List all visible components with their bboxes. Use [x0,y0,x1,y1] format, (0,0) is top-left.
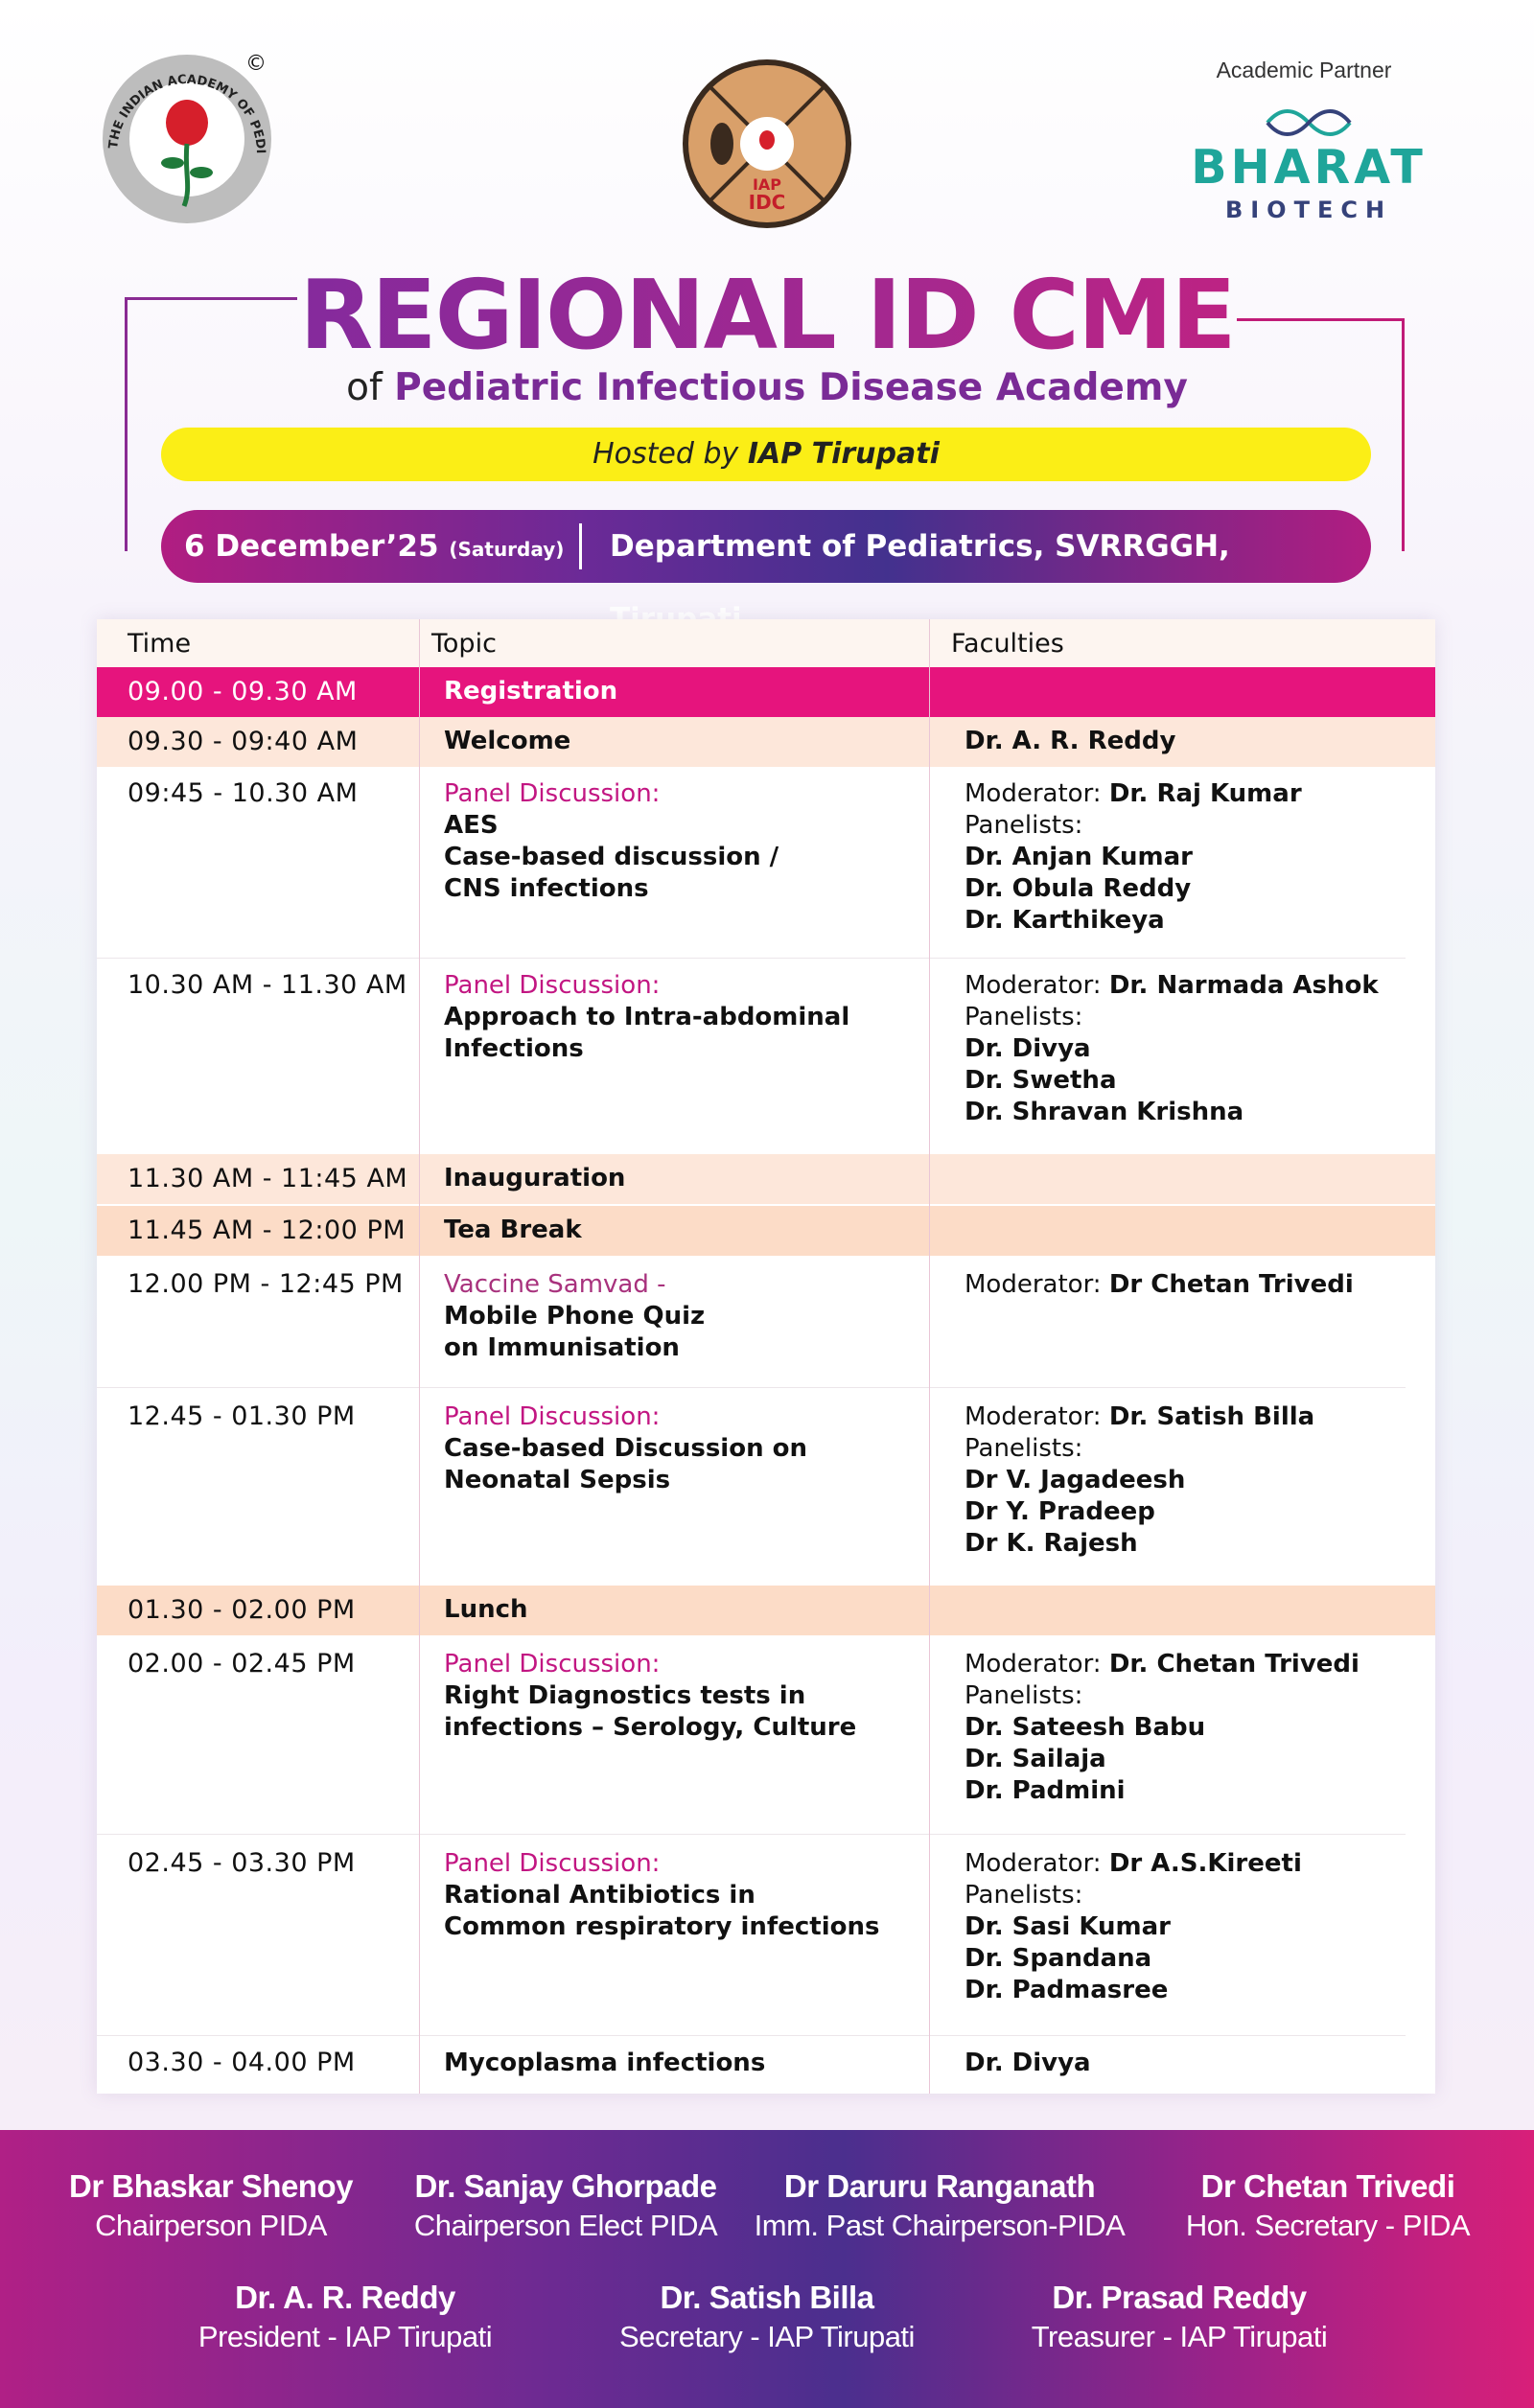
subtitle-prefix: of [346,366,383,409]
iap-idc-logo [679,56,855,232]
panelist: Dr Y. Pradeep [965,1497,1155,1526]
topic-line: Case-based discussion / [444,843,779,871]
organiser-name: Dr Chetan Trivedi [1200,2168,1455,2204]
panelist: Dr. Sasi Kumar [965,1912,1171,1941]
organiser-card [163,2280,527,2354]
row-faculty [965,970,1425,1128]
moderator-label: Moderator: [965,1402,1102,1431]
day-text: (Saturday) [449,538,565,561]
topic-kind: Panel Discussion: [444,971,661,1000]
organisers-footer [0,2130,1534,2408]
organiser-name: Dr. Sanjay Ghorpade [414,2168,717,2204]
row-time: 09:45 - 10.30 AM [128,778,359,808]
panelist: Dr V. Jagadeesh [965,1466,1186,1494]
topic-kind: Vaccine Samvad - [444,1270,666,1299]
panelists-label: Panelists: [965,1003,1083,1031]
date-venue-banner [161,510,1371,583]
panelist: Dr. Obula Reddy [965,874,1192,903]
row-topic: Welcome [444,727,571,755]
table-row [97,1256,1435,1388]
row-time: 02.00 - 02.45 PM [128,1649,356,1679]
panelist: Dr. Spandana [965,1944,1152,1973]
moderator-name: Dr. Narmada Ashok [1108,971,1379,1000]
topic-line: Rational Antibiotics in [444,1881,755,1910]
header-time: Time [128,629,192,659]
organiser-role: Chairperson Elect PIDA [413,2209,718,2242]
table-row [97,1206,1435,1256]
table-row [97,2036,1435,2094]
hosted-name: IAP Tirupati [747,437,940,471]
row-topic: Inauguration [444,1164,626,1192]
moderator-label: Moderator: [965,1270,1102,1299]
organiser-name: Dr Bhaskar Shenoy [69,2168,353,2204]
header-topic: Topic [431,629,497,659]
organiser-card [384,2168,748,2243]
row-topic [444,778,923,905]
hosted-by-banner [161,428,1371,481]
row-topic: Mycoplasma infections [444,2049,766,2077]
panelists-label: Panelists: [965,1881,1083,1910]
row-time: 01.30 - 02.00 PM [128,1595,356,1625]
topic-kind: Panel Discussion: [444,1650,661,1679]
panelists-label: Panelists: [965,1434,1083,1463]
column-divider [419,619,420,2094]
topic-line: Right Diagnostics tests in [444,1681,806,1710]
panelists-label: Panelists: [965,1681,1083,1710]
row-faculty [965,1401,1425,1560]
panelist: Dr. Sateesh Babu [965,1713,1206,1742]
table-row [97,1154,1435,1204]
panelist: Dr. Shravan Krishna [965,1098,1244,1126]
organiser-name: Dr. Prasad Reddy [1052,2280,1307,2315]
topic-line: Approach to Intra-abdominal [444,1003,850,1031]
table-row [97,1388,1435,1586]
moderator-label: Moderator: [965,1849,1102,1878]
row-faculty [965,1269,1425,1301]
header-faculties: Faculties [951,629,1064,659]
row-topic [444,1649,923,1744]
row-time: 03.30 - 04.00 PM [128,2048,356,2077]
event-date [184,510,564,583]
organiser-role: Imm. Past Chairperson-PIDA [754,2209,1126,2242]
partner-subname: BIOTECH [1224,197,1393,223]
panelist: Dr. Padmini [965,1776,1126,1805]
row-faculty: Dr. Divya [965,2049,1091,2077]
date-text: 6 December’25 [184,529,439,564]
table-header [97,619,1435,667]
organiser-card [997,2280,1361,2354]
table-row [97,1835,1435,2036]
academic-partner-label: Academic Partner [1216,58,1392,82]
event-title: REGIONAL ID CME [0,259,1534,371]
topic-line: infections – Serology, Culture [444,1713,857,1742]
table-row [97,1586,1435,1635]
moderator-name: Dr. Raj Kumar [1108,779,1302,808]
organiser-card [738,2168,1141,2243]
moderator-label: Moderator: [965,1650,1102,1679]
row-faculty [965,778,1425,937]
organiser-name: Dr. Satish Billa [660,2280,874,2315]
moderator-label: Moderator: [965,779,1102,808]
date-venue-divider [579,523,582,569]
subtitle-highlight: Pediatric Infectious Disease Academy [394,366,1188,409]
row-time: 12.45 - 01.30 PM [128,1401,356,1431]
panelist: Dr. Karthikeya [965,906,1165,935]
hosted-prefix: Hosted by [593,437,739,471]
row-time: 10.30 AM - 11.30 AM [128,970,407,1000]
panelists-label: Panelists: [965,811,1083,840]
topic-line: Neonatal Sepsis [444,1466,671,1494]
table-row [97,767,1435,959]
organiser-name: Dr Daruru Ranganath [783,2168,1096,2204]
organiser-card [1141,2168,1515,2243]
row-topic: Registration [444,677,618,706]
row-topic: Lunch [444,1595,528,1624]
organiser-name: Dr. A. R. Reddy [235,2280,455,2315]
topic-kind: Panel Discussion: [444,779,661,808]
panelist: Dr. Sailaja [965,1745,1106,1773]
panelist: Dr. Anjan Kumar [965,843,1193,871]
row-time: 09.00 - 09.30 AM [128,677,358,706]
svg-text:IDC: IDC [748,191,786,214]
topic-line: Infections [444,1034,584,1063]
row-topic [444,1848,923,1943]
panelist: Dr K. Rajesh [965,1529,1138,1558]
moderator-name: Dr Chetan Trivedi [1108,1270,1354,1299]
column-divider [929,619,930,2094]
svg-text:THE INDIAN ACADEMY OF PEDIATRI: THE INDIAN ACADEMY OF PEDI [106,72,268,154]
panelist: Dr. Swetha [965,1066,1117,1095]
row-faculty [965,1848,1425,2006]
moderator-name: Dr. Chetan Trivedi [1108,1650,1360,1679]
topic-line: Mobile Phone Quiz [444,1302,706,1331]
bharat-biotech-mark-icon [1266,105,1352,140]
topic-line: AES [444,811,499,840]
topic-line: Common respiratory infections [444,1912,880,1941]
table-row [97,1635,1435,1835]
schedule-table [97,619,1435,2094]
table-row [97,667,1435,717]
organiser-card [585,2280,949,2354]
row-topic [444,970,923,1065]
row-time: 11.45 AM - 12:00 PM [128,1216,407,1245]
moderator-name: Dr A.S.Kireeti [1108,1849,1302,1878]
topic-line: on Immunisation [444,1333,680,1362]
panelist: Dr. Divya [965,1034,1091,1063]
organiser-card [29,2168,393,2243]
row-time: 09.30 - 09:40 AM [128,727,359,756]
organiser-role: Hon. Secretary - PIDA [1185,2209,1471,2242]
organiser-role: President - IAP Tirupati [198,2320,493,2353]
row-faculty [965,1649,1425,1807]
organiser-role: Treasurer - IAP Tirupati [1031,2320,1328,2353]
topic-kind: Panel Discussion: [444,1849,661,1878]
table-row [97,959,1435,1154]
organiser-role: Chairperson PIDA [95,2209,327,2242]
row-time: 02.45 - 03.30 PM [128,1848,356,1878]
row-topic: Tea Break [444,1216,582,1244]
event-subtitle [0,366,1534,409]
row-time: 12.00 PM - 12:45 PM [128,1269,404,1299]
topic-line: Case-based Discussion on [444,1434,808,1463]
row-faculty: Dr. A. R. Reddy [965,727,1176,755]
event-venue: Department of Pediatrics, SVRRGGH, [610,529,1230,564]
topic-kind: Panel Discussion: [444,1402,661,1431]
topic-line: CNS infections [444,874,649,903]
table-row [97,717,1435,767]
row-time: 11.30 AM - 11:45 AM [128,1164,408,1193]
row-topic [444,1269,923,1364]
svg-text:IAP: IAP [752,175,782,194]
moderator-name: Dr. Satish Billa [1108,1402,1315,1431]
moderator-label: Moderator: [965,971,1102,1000]
organiser-role: Secretary - IAP Tirupati [619,2320,915,2353]
row-topic [444,1401,923,1496]
copyright-icon: © [245,52,267,76]
panelist: Dr. Padmasree [965,1976,1169,2004]
partner-name: BHARAT [1191,140,1427,195]
